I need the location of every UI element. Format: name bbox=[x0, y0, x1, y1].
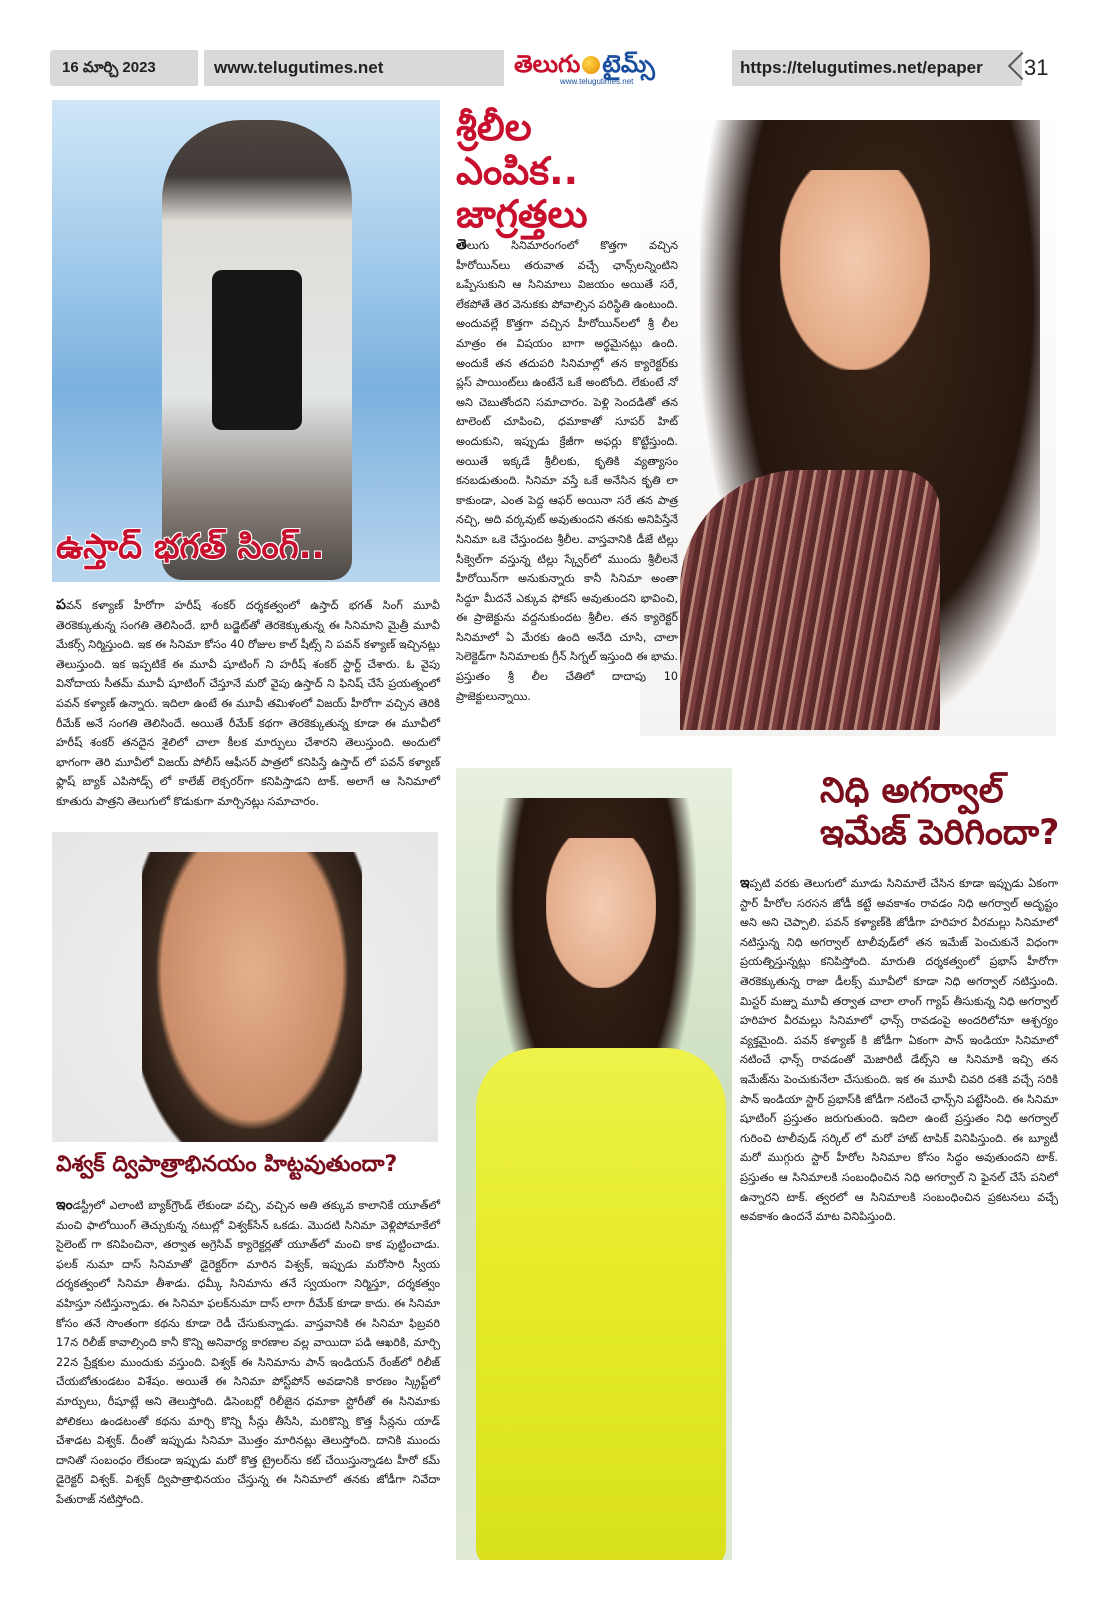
article-text: ప్పటి వరకు తెలుగులో మూడు సినిమాలే చేసిన కూడా ఇప్పుడు ఏకంగా స్టార్ హీరోల సరసన జోడీ కట్టే అవకాశం రావడం నిధి అగర్వాల్ అదృష్టం అని అని చెప్పాలి. పవన్ కళ్యాణ్‌కి జోడీగా హరిహర వీరమల్లు సినిమాలో నటిస్తున్న నిధి అగర్వాల్ టాలీవుడ్‌లో తన ఇమేజ్ పెంచుకునే విధంగా ప్రయత్నిస్తున్నట్లు కనిపిస్తోంది. మారుతి దర్శకత్వంలో ప్రభాస్ హీరోగా తెరకెక్కుతున్న రాజా డీలక్స్ మూవీలో కూడా నిధి అగర్వాల్ నటిస్తుంది. మిస్టర్ మజ్ను మూవీ తర్వాత చాలా లాంగ్ గ్యాప్ తీసుకున్న నిధి అగర్వాల్ హరిహర వీరమల్లు సినిమాలో ఛాన్స్ రావడంపై అందరిలోనూ ఆశ్చర్యం వ్యక్తమైంది. పవన్ కళ్యాణ్ కి జోడీగా ఏకంగా పాన్ ఇండియా సినిమాలో నటించే ఛాన్స్ రావడంతో మెజారిటీ డేట్స్‌ని ఆ సినిమాకి ఇచ్చి తన ఇమేజ్‌ను పెంచుకునేలా చేసుకుంది. ఇక ఈ మూవీ చివరి దశకి వచ్చే సరికి పాన్ ఇండియా స్టార్ ప్రభాస్‌కి జోడీగా నటించే ఛాన్స్‌ని పట్టేసింది. ఈ సినిమా షూటింగ్ ప్రస్తుతం జరుగుతుంది. ఇదిలా ఉంటే ప్రస్తుతం నిధి అగర్వాల్ గురించి టాలీవుడ్ సర్కిల్ లో మరో హాట్ టాపిక్ వినిపిస్తుంది. ఈ బ్యూటీ మరో ముగ్గురు స్టార్ హీరోల సినిమాల కోసం సిద్ధం అవుతుందని టాక్. ప్రస్తుతం ఆ సినిమాలకి సంబంధించిన నిధి అగర్వాల్ ని ఫైనల్ చేసే పనిలో ఉన్నారని టాక్. త్వరలో ఆ సినిమాలకి సంబంధించిన ప్రకటనలు వచ్చే అవకాశం ఉందనే మాట వినిపిస్తుంది. bbox=[740, 877, 1058, 1224]
epaper-url-link[interactable]: https://telugutimes.net/epaper bbox=[732, 50, 1022, 86]
page-number: 31 bbox=[1016, 50, 1062, 86]
page-header bbox=[50, 50, 1062, 86]
sreeleela-article-body bbox=[456, 236, 678, 706]
nidhi-article-body bbox=[740, 874, 1058, 1227]
drop-letter: తె bbox=[456, 237, 467, 253]
vishwak-article-body bbox=[56, 1196, 440, 1510]
issue-date: 16 మార్చి 2023 bbox=[50, 50, 198, 86]
logo-word-times: టైమ్స్ bbox=[602, 50, 655, 78]
drop-letter: ఇం bbox=[56, 1197, 73, 1213]
ustaad-article-body bbox=[56, 596, 440, 812]
nidhi-headline: నిధి అగర్వాల్ ఇమేజ్ పెరిగిందా? bbox=[820, 771, 1060, 853]
globe-icon bbox=[582, 56, 600, 74]
drop-letter: ఇ bbox=[740, 875, 750, 891]
sreeleela-photo bbox=[640, 100, 1056, 736]
article-text: వన్ కళ్యాణ్ హీరోగా హరీష్ శంకర్ దర్శకత్వంలో ఉస్తాద్ భగత్ సింగ్ మూవీ తెరకెక్కుతున్న సంగతి తెలిసిందే. భారీ బడ్జెట్‌తో తెరకెక్కుతున్న ఈ సినిమాని మైత్రీ మూవీ మేకర్స్ నిర్మిస్తుంది. ఇక ఈ సినిమా కోసం 40 రోజుల కాల్ షీట్స్ ని పవన్ కళ్యాణ్ ఇచ్చినట్లు తెలుస్తుంది. ఇక ఇప్పటికే ఈ మూవీ షూటింగ్ ని హరీష్ శంకర్ స్టార్ట్ చేశారు. ఓ వైపు వినోదాయ సీతమ్ మూవీ షూటింగ్ చేస్తూనే మరో వైపు ఉస్తాద్ ని ఫినిష్ చేసే ప్రయత్నంలో పవన్ కళ్యాణ్ ఉన్నారు. ఇదిలా ఉంటే ఈ మూవీ తమిళంలో విజయ్ హీరోగా వచ్చిన తెరికి రీమేక్ అనే సంగతి తెలిసిందే. అయితే రీమేక్ కథగా తెరకెక్కుతున్న కూడా ఈ మూవీలో హరీష్ శంకర్ తనదైన శైలిలో చాలా కీలక మార్పులు చేశారని తెలుస్తుంది. అందులో భాగంగా తెరి మూవీలో విజయ్ పోలీస్ ఆఫీసర్ పాత్రలో కనిపిస్తే ఉస్తాద్ లో పవన్ కళ్యాణ్ ఫ్లాష్ బ్యాక్ ఎపిసోడ్స్ లో కాలేజ్ లెక్చరర్‌గా కనిపిస్తాడని టాక్. అలాగే ఆ సినిమాలో కూతురు పాత్రని తెలుగులో కొడుకుగా మార్చినట్లు సమాచారం. bbox=[56, 599, 440, 808]
ustaad-headline: ఉస్తాద్ భగత్ సింగ్.. bbox=[56, 527, 325, 567]
vishwak-photo bbox=[52, 832, 438, 1142]
ustaad-bhagat-singh-photo bbox=[52, 100, 440, 582]
article-text: లుగు సినిమారంగంలో కొత్తగా వచ్చిన హీరోయిన్‌లు తరువాత వచ్చే ఛాన్స్‌లన్నింటిని ఒప్పేసుకుని ఆ సినిమాలు విజయం అయితే సరే, లేకపోతే తెర వెనుకకు పోవాల్సిన పరిస్థితి ఉంటుంది. అందువల్లే కొత్తగా వచ్చిన హీరోయిన్‌లలో శ్రీ లీల మాత్రం ఈ విషయం బాగా అర్థమైనట్లు ఉంది. అందుకే తన తదుపరి సినిమాల్లో తన క్యారెక్టర్‌కు ప్లస్ పాయింట్‌లు ఉంటేనే ఒకే అంటోంది. లేకుంటే నో అని చెబుతోందని సమాచారం. పెళ్లి సెందడితో తన టాలెంట్ చూపించి, ధమాకాతో సూపర్ హిట్ అందుకుని, ఇప్పుడు క్రేజీగా అఫర్లు కొట్టేస్తుంది. అయితే ఇక్కడే శ్రీలీలకు, కృతికి వ్యత్యాసం కనబడుతుంది. సినిమా వస్తే ఒకే అనేసిన కృతి లా కాకుండా, ఎంత పెద్ద ఆఫర్ అయినా సరే తన పాత్ర నచ్చి, అది వర్కవుట్ అవుతుందని తనకు అనిపిస్తేనే సినిమా ఒకె చేస్తుందట శ్రీలీల. వాస్తవానికి డీజే టిల్లు సీక్వెల్‌గా వస్తున్న టిల్లు స్క్వేర్‌లో ముందు శ్రీలీలనే హీరోయిన్‌గా అనుకున్నారు కానీ సినిమా అంతా సిద్ధూ మీదనే ఎక్కువ ఫోకస్ అవుతుందని భావించి, ఈ ప్రాజెక్టును వద్దనుకుందట శ్రీలీల. తన క్యారెక్టర్ సినిమాలో ఏ మేరకు ఉంది అనేది చూసి, చాలా సెలెక్టెడ్‌గా సినిమాలకు గ్రీన్ సిగ్నల్ ఇస్తుంది ఈ భామ. ప్రస్తుతం శ్రీ లీల చేతిలో దాదాపు 10 ప్రాజెక్టులున్నాయి. bbox=[456, 239, 678, 703]
site-url-link[interactable]: www.telugutimes.net bbox=[204, 50, 504, 86]
logo-subtitle: www.telugutimes.net bbox=[560, 77, 634, 86]
logo-word-telugu: తెలుగు bbox=[514, 50, 581, 78]
vishwak-headline: విశ్వక్ ద్విపాత్రాభినయం హిట్టవుతుందా? bbox=[56, 1152, 398, 1177]
sreeleela-headline: శ్రీలీల ఎంపిక.. జాగ్రత్తలు bbox=[456, 105, 588, 237]
article-text: డస్ట్రీలో ఎలాంటి బ్యాక్‌గ్రౌండ్ లేకుండా వచ్చి, వచ్చిన అతి తక్కువ కాలానికే యూత్‌లో మంచి ఫాలోయింగ్ తెచ్చుకున్న నటుల్లో విశ్వక్‌సేన్ ఒకడు. మొదటి సినిమా వెళ్లిపోమాకేలో సైలెంట్ గా కనిపించినా, తర్వాత అగ్రెసివ్ క్యారెక్టర్లతో యూత్‌లో మంచి కాక పుట్టించాడు. ఫలక్ నుమా దాస్ సినిమాతో డైరెక్టర్‌గా మారిన విశ్వక్, ఇప్పుడు మరోసారి స్వీయ దర్శకత్వంలో సినిమా తీశాడు. ధమ్కీ సినిమాను తనే స్వయంగా నిర్మిస్తూ, దర్శకత్వం వహిస్తూ నటిస్తున్నాడు. ఈ సినిమా ఫలక్‌నుమా దాస్ లాగా రీమేక్ కూడా కాదు. ఈ సినిమా కోసం తనే సొంతంగా కథను కూడా రెడీ చేసుకున్నాడు. వాస్తవానికి ఈ సినిమా ఫిబ్రవరి 17న రిలీజ్ కావాల్సింది కానీ కొన్ని అనివార్య కారణాల వల్ల వాయిదా పడి ఆఖరికి, మార్చి 22న ప్రేక్షకుల ముందుకు వస్తుంది. విశ్వక్ ఈ సినిమాను పాన్ ఇండియన్ రేంజ్‌లో రిలీజ్ చేయబోతుండటం విశేషం. అయితే ఈ సినిమా పోస్ట్‌పోన్ అవడానికి కారణం స్క్రిప్ట్‌లో మార్పులు, రీషూట్లే అని తెలుస్తోంది. డిసెంబర్లో రిలీజైన ధమాకా స్టోరీతో ఈ సినిమాకు పోలికలు ఉండటంతో కథను మార్చి కొన్ని సీన్లు తీసేసి, మరికొన్ని కొత్త సీన్లను యాడ్ చేశాడట విశ్వక్. దీంతో ఇప్పుడు సినిమా మొత్తం మారినట్లు తెలుస్తోంది. దానికి ముందు దానితో సంబంధం లేకుండా ఇప్పుడు మరో కొత్త ట్రైలర్‌ను కట్ చేయిస్తున్నాడట హీరో కమ్ డైరెక్టర్ విశ్వక్. విశ్వక్ ద్విపాత్రాభినయం చేస్తున్న ఈ సినిమాలో తనకు జోడీగా నివేదా పేతురాజ్ నటిస్తోంది. bbox=[56, 1199, 440, 1506]
drop-letter: ప bbox=[56, 597, 66, 613]
nidhi-agarwal-photo bbox=[456, 768, 732, 1560]
